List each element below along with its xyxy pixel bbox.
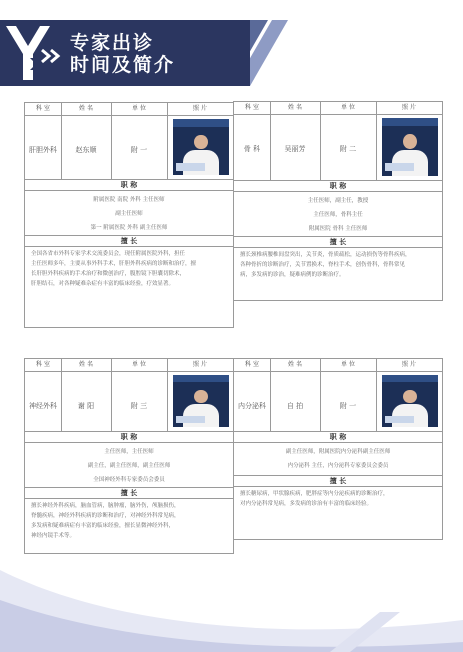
unit-value: 附 一 bbox=[130, 146, 148, 154]
title-line: 内分泌科 主任，内分泌科专家委员会委员 bbox=[287, 463, 389, 469]
title-line: 主任医师，骨科主任 bbox=[313, 212, 363, 218]
unit-value: 附 一 bbox=[339, 402, 357, 410]
header-photo: 照 片 bbox=[402, 104, 416, 111]
title-line: 副主任，副主任医师，副主任医师 bbox=[87, 463, 171, 469]
expert-card-2 bbox=[233, 101, 443, 301]
dept-value: 神经外科 bbox=[29, 402, 57, 410]
header-name: 姓 名 bbox=[79, 105, 93, 112]
expertise-text: 擅长颈椎病腰椎间盘突出，关节炎，骨质疏松，运动损伤等骨科疾病， 各种骨折的诊断治疗，关节置换术，脊柱手术，创伤骨科，骨科常见 病，多发病的诊治，疑难病例的诊断治疗。 bbox=[240, 252, 411, 278]
expert-card-4 bbox=[233, 358, 443, 540]
expertise-text: 擅长神经外科疾病，脑血管病，脑肿瘤，脑外伤，颅脑损伤， 脊髓疾病，神经外科疾病的诊断和治疗，对神经外科常见病， 多发病和疑难病症有丰富的临床经验，擅长显微神经外科， 神经内镜手术等。 bbox=[31, 503, 180, 539]
unit-value: 附 三 bbox=[130, 402, 148, 410]
expertise-section-heading: 擅 长 bbox=[234, 236, 442, 248]
expert-photo bbox=[173, 119, 229, 175]
dept-value: 肝胆外科 bbox=[29, 146, 57, 154]
header-unit: 单 位 bbox=[341, 361, 355, 368]
title-section-heading: 职 称 bbox=[234, 431, 442, 443]
header-photo: 照 片 bbox=[193, 105, 207, 112]
card-header bbox=[234, 102, 442, 115]
expert-card-1 bbox=[24, 102, 234, 328]
double-chevron-icon bbox=[40, 48, 62, 64]
header-name: 姓 名 bbox=[288, 361, 302, 368]
header-title bbox=[70, 32, 175, 76]
dept-value: 内分泌科 bbox=[238, 402, 266, 410]
name-value: 赵东顺 bbox=[75, 146, 97, 154]
header-unit: 单 位 bbox=[132, 105, 146, 112]
expert-photo bbox=[173, 375, 229, 427]
header-photo: 照 片 bbox=[193, 361, 207, 368]
expertise-section-heading: 擅 长 bbox=[25, 487, 233, 499]
expertise-text: 擅长糖尿病，甲状腺疾病，肥胖症等内分泌疾病的诊断治疗， 对内分泌科常见病，多发病的诊治有丰富的临床经验。 bbox=[240, 491, 389, 507]
header-photo: 照 片 bbox=[402, 361, 416, 368]
expertise-text: 全国各省市外科专家学术交流委员会，现任附属医院外科，担任 主任医师多年，主要从事外科手术，肝胆外科疾病的诊断和治疗，擅 长肝胆外科疾病的手术治疗和微创治疗，腹腔镜下胆囊切除术， 肝胆结石，对各种疑难杂症有丰富的临床经验，疗效显著。 bbox=[31, 251, 197, 287]
title-line-2: 时间及简介 bbox=[70, 54, 176, 76]
title-line: 全国神经外科专家委员会委员 bbox=[93, 477, 165, 483]
expertise-section-heading: 擅 长 bbox=[25, 235, 233, 247]
bottom-wave-decoration bbox=[0, 560, 463, 652]
expert-card-3 bbox=[24, 358, 234, 554]
title-line: 附属医院 骨科 主任医师 bbox=[308, 226, 368, 232]
title-line: 主任医师，副主任，教授 bbox=[307, 198, 369, 204]
card-header bbox=[25, 359, 233, 372]
card-header bbox=[234, 359, 442, 372]
title-line: 第一 附属医院 外科 副主任医师 bbox=[90, 225, 168, 231]
title-line: 副主任医师，附属医院内分泌科副主任医师 bbox=[285, 449, 391, 455]
header-unit: 单 位 bbox=[341, 104, 355, 111]
name-value: 谢 阳 bbox=[77, 402, 95, 410]
title-section-heading: 职 称 bbox=[234, 180, 442, 192]
title-line: 附属医院 南院 外科 主任医师 bbox=[93, 197, 165, 203]
header-dept: 科 室 bbox=[36, 361, 50, 368]
title-line-1: 专家出诊 bbox=[70, 32, 155, 54]
header-dept: 科 室 bbox=[245, 361, 259, 368]
header-dept: 科 室 bbox=[245, 104, 259, 111]
title-section-heading: 职 称 bbox=[25, 179, 233, 191]
title-section-heading: 职 称 bbox=[25, 431, 233, 443]
expert-photo bbox=[382, 375, 438, 427]
expert-photo bbox=[382, 118, 438, 176]
card-header bbox=[25, 103, 233, 116]
name-value: 吴丽芳 bbox=[284, 145, 306, 153]
name-value: 自 拍 bbox=[286, 402, 304, 410]
title-line: 副主任医师 bbox=[115, 211, 143, 217]
header-unit: 单 位 bbox=[132, 361, 146, 368]
unit-value: 附 二 bbox=[339, 145, 357, 153]
title-line: 主任医师，主任医师 bbox=[104, 449, 154, 455]
header-dept: 科 室 bbox=[36, 105, 50, 112]
dept-value: 骨 科 bbox=[243, 145, 261, 153]
expertise-section-heading: 擅 长 bbox=[234, 475, 442, 487]
header-name: 姓 名 bbox=[288, 104, 302, 111]
header-name: 姓 名 bbox=[79, 361, 93, 368]
